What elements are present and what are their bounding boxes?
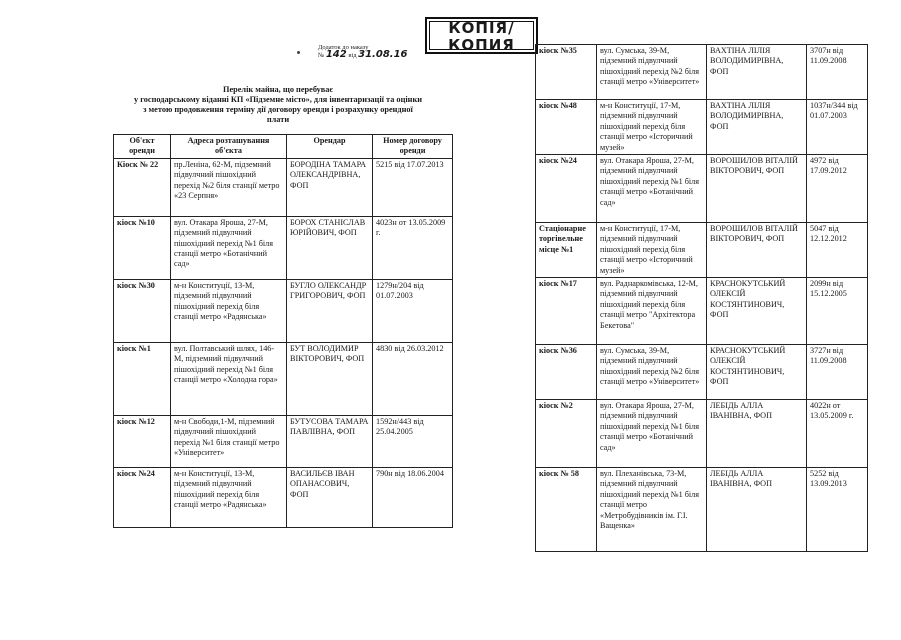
cell-address: м-н Конституції, 13-М, підземний підвулчний пішохідний перехід біля станції метро «Радянська»: [171, 467, 287, 527]
cell-address: вул. Отакара Яроша, 27-М, підземний підвулчний пішохідний перехід №1 біля станції метро «Ботанічний сад»: [597, 155, 707, 223]
header-contract: Номер договору оренди: [373, 135, 453, 159]
table-row: [536, 345, 868, 400]
cell-object: кіоск №17: [536, 278, 597, 345]
heading-line-1: Перелік майна, що перебуває: [222, 85, 334, 94]
cell-tenant: ВОРОШИЛОВ ВІТАЛІЙ ВІКТОРОВИЧ, ФОП: [707, 223, 807, 278]
table-row: [114, 279, 453, 342]
cell-address: м-н Свободи,1-М, підземний підвулчний пішохідний перехід №1 біля станції метро «Університет»: [171, 415, 287, 467]
cell-address: вул. Плеханівська, 73-М, підземний підвулчний пішохідний перехід №1 біля станції метро «Метробудівників ім. Г.І. Ващенка»: [597, 468, 707, 552]
header-object: Об'єкт оренди: [114, 135, 171, 159]
cell-tenant: БУТУСОВА ТАМАРА ПАВЛІВНА, ФОП: [287, 415, 373, 467]
cell-object: Кіоск № 22: [114, 158, 171, 216]
table-row: [114, 415, 453, 467]
cell-contract: 5215 від 17.07.2013: [373, 158, 453, 216]
table-header-row: [114, 135, 453, 159]
cell-contract: 3707н від 11.09.2008: [807, 45, 868, 100]
cell-contract: 4830 від 26.03.2012: [373, 342, 453, 415]
cell-tenant: БУТ ВОЛОДИМИР ВІКТОРОВИЧ, ФОП: [287, 342, 373, 415]
stamp-line-1: КОПІЯ/: [448, 19, 515, 37]
table-row: [536, 155, 868, 223]
document-heading: [104, 85, 452, 125]
table-body-left: [114, 158, 453, 527]
cell-object: кіоск №48: [536, 100, 597, 155]
table-row: [114, 467, 453, 527]
cell-contract: 5047 від 12.12.2012: [807, 223, 868, 278]
cell-tenant: БОРОДІНА ТАМАРА ОЛЕКСАНДРІВНА, ФОП: [287, 158, 373, 216]
cell-object: кіоск №36: [536, 345, 597, 400]
table-row: [536, 100, 868, 155]
cell-object: кіоск №1: [114, 342, 171, 415]
table-row: [114, 342, 453, 415]
table-row: [536, 400, 868, 468]
annex-number-line: [318, 51, 408, 59]
cell-tenant: БУГЛО ОЛЕКСАНДР ГРИГОРОВИЧ, ФОП: [287, 279, 373, 342]
table-row: [536, 223, 868, 278]
annex-date-prefix: від: [348, 52, 357, 59]
cell-tenant: ВАСИЛЬЄВ ІВАН ОПАНАСОВИЧ, ФОП: [287, 467, 373, 527]
header-tenant: Орендар: [287, 135, 373, 159]
cell-address: вул. Раднаркомівська, 12-М, підземний підвулчний пішохідний перехід біля станції метро "Архітектора Бекетова": [597, 278, 707, 345]
cell-address: м-н Конституції, 17-М, підземний підвулчний пішохідний перехід біля станції метро «Історичний музей»: [597, 100, 707, 155]
cell-contract: 3727н від 11.09.2008: [807, 345, 868, 400]
cell-contract: 4022н от 13.05.2009 г.: [807, 400, 868, 468]
table-row: [114, 216, 453, 279]
cell-tenant: ЛЕБІДЬ АЛЛА ІВАНІВНА, ФОП: [707, 400, 807, 468]
cell-address: вул. Сумська, 39-М, підземний підвулчний пішохідний перехід №2 біля станції метро «Університет»: [597, 345, 707, 400]
header-address: Адреса розташування об'єкта: [171, 135, 287, 159]
cell-object: кіоск №2: [536, 400, 597, 468]
cell-contract: 4972 від 17.09.2012: [807, 155, 868, 223]
cell-contract: 1037н/344 від 01.07.2003: [807, 100, 868, 155]
cell-address: вул. Отакара Яроша, 27-М, підземний підвулчний пішохідний перехід №1 біля станції метро «Ботанічний сад»: [597, 400, 707, 468]
table-body-right: [536, 45, 868, 552]
cell-tenant: ВОРОШИЛОВ ВІТАЛІЙ ВІКТОРОВИЧ, ФОП: [707, 155, 807, 223]
property-table-left: [113, 134, 453, 528]
cell-contract: 790н від 18.06.2004: [373, 467, 453, 527]
cell-object: кіоск № 58: [536, 468, 597, 552]
scan-speck: [297, 51, 300, 54]
annex-reference: [318, 44, 408, 59]
heading-line-4: плати: [266, 115, 290, 124]
cell-address: м-н Конституції, 13-М, підземний підвулчний пішохідний перехід біля станції метро «Радянська»: [171, 279, 287, 342]
cell-tenant: ВАХТІНА ЛІЛІЯ ВОЛОДИМИРІВНА, ФОП: [707, 100, 807, 155]
annex-label: Додаток до наказу: [318, 44, 369, 51]
cell-tenant: КРАСНОКУТСЬКИЙ ОЛЕКСІЙ КОСТЯНТИНОВИЧ, ФОП: [707, 345, 807, 400]
cell-address: вул. Сумська, 39-М, підземний підвулчний пішохідний перехід №2 біля станції метро «Університет»: [597, 45, 707, 100]
cell-contract: 4023н от 13.05.2009 г.: [373, 216, 453, 279]
cell-tenant: КРАСНОКУТСЬКИЙ ОЛЕКСІЙ КОСТЯНТИНОВИЧ, ФОП: [707, 278, 807, 345]
heading-line-2: у господарському віданні КП «Підземне місто», для інвентаризації та оцінки: [133, 95, 423, 104]
table-row: [114, 158, 453, 216]
annex-number: 142: [325, 49, 347, 60]
cell-object: кіоск №30: [114, 279, 171, 342]
cell-contract: 1279н/204 від 01.07.2003: [373, 279, 453, 342]
stamp-line-2: КОПИЯ: [448, 36, 515, 54]
cell-contract: 5252 від 13.09.2013: [807, 468, 868, 552]
cell-contract: 2099н від 15.12.2005: [807, 278, 868, 345]
cell-address: пр.Леніна, 62-М, підземний підвулчний пішохідний перехід №2 біля станції метро «23 Серпня»: [171, 158, 287, 216]
cell-address: м-н Конституції, 17-М, підземний підвулчний пішохідний перехід біля станції метро «Історичний музей»: [597, 223, 707, 278]
heading-line-3: з метою продовження терміну дії договору оренди і розрахунку орендної: [143, 105, 413, 114]
annex-number-prefix: №: [318, 52, 325, 59]
property-table-right: [535, 44, 868, 552]
cell-contract: 1592н/443 від 25.04.2005: [373, 415, 453, 467]
table-row: [536, 468, 868, 552]
cell-object: кіоск №35: [536, 45, 597, 100]
table-row: [536, 278, 868, 345]
cell-tenant: БОРОХ СТАНІСЛАВ ЮРІЙОВИЧ, ФОП: [287, 216, 373, 279]
cell-object: кіоск №12: [114, 415, 171, 467]
cell-address: вул. Отакара Яроша, 27-М, підземний підвулчний пішохідний перехід №1 біля станції метро «Ботанічний сад»: [171, 216, 287, 279]
cell-object: кіоск №24: [536, 155, 597, 223]
annex-date: 31.08.16: [358, 49, 408, 60]
cell-tenant: ЛЕБІДЬ АЛЛА ІВАНІВНА, ФОП: [707, 468, 807, 552]
cell-object: кіоск №10: [114, 216, 171, 279]
cell-object: Стаціонарне торгівельне місце №1: [536, 223, 597, 278]
copy-stamp: [425, 17, 538, 54]
cell-object: кіоск №24: [114, 467, 171, 527]
cell-address: вул. Полтавський шлях, 146-М, підземний підвулчний пішохідний перехід №1 біля станції метро «Холодна гора»: [171, 342, 287, 415]
table-row: [536, 45, 868, 100]
cell-tenant: ВАХТІНА ЛІЛІЯ ВОЛОДИМИРІВНА, ФОП: [707, 45, 807, 100]
